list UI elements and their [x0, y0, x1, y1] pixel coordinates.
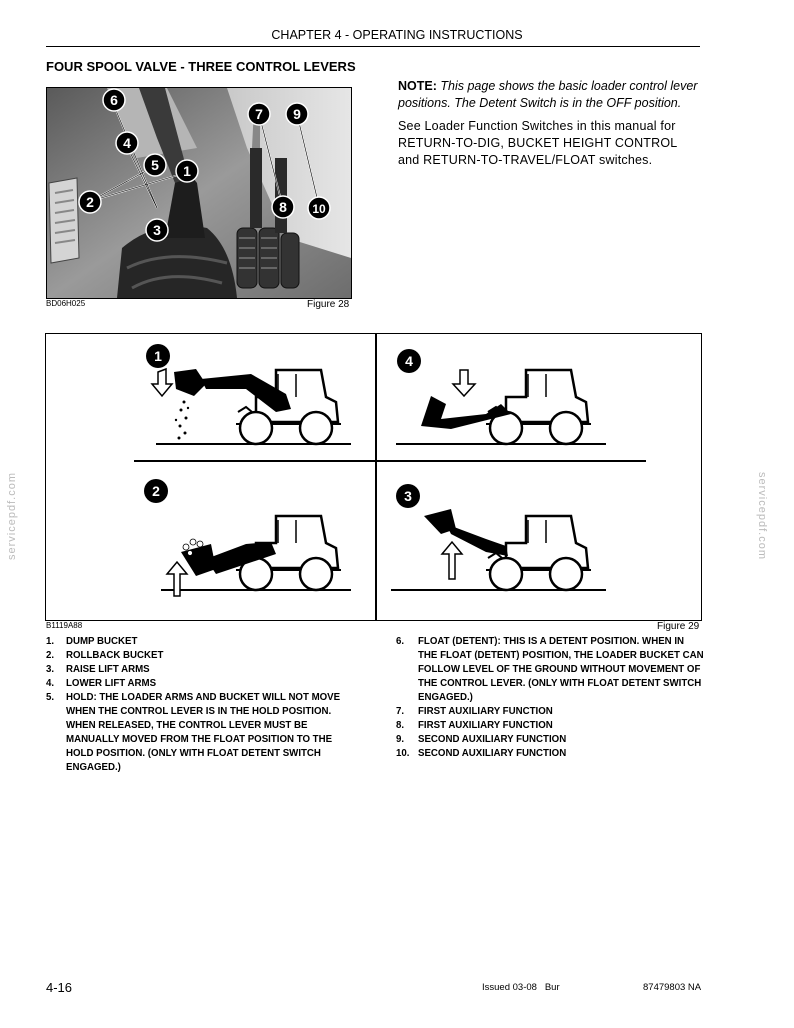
function-list-right — [396, 635, 706, 761]
callout-8 — [272, 196, 294, 218]
panel-rollback-bucket — [144, 479, 351, 596]
list-item: 1. DUMP BUCKET — [46, 636, 138, 647]
svg-text:2: 2 — [152, 483, 160, 499]
svg-text:3: 3 — [153, 222, 161, 238]
header-rule — [46, 46, 700, 47]
control-levers-illustration — [47, 88, 351, 298]
list-item: 8. FIRST AUXILIARY FUNCTION — [396, 720, 553, 731]
list-item: 9. SECOND AUXILIARY FUNCTION — [396, 734, 567, 745]
section-title: FOUR SPOOL VALVE - THREE CONTROL LEVERS — [46, 59, 356, 74]
callout-10 — [308, 197, 330, 219]
list-item: 6. FLOAT (DETENT): THIS IS A DETENT POSITION. WHEN IN THE FLOAT (DETENT) POSITION, THE LOADER BUCKET CAN FOLLOW LEVEL OF THE GROUND WITHOUT MOVEMENT OF THE CONTROL LEVER. (ONLY WITH FLOAT DETENT SWITCH ENGAGED.) — [396, 636, 704, 703]
note-block — [398, 78, 701, 174]
watermark-right: servicepdf.com — [755, 472, 768, 560]
svg-text:8: 8 — [279, 199, 287, 215]
svg-text:6: 6 — [110, 92, 118, 108]
list-item: 10. SECOND AUXILIARY FUNCTION — [396, 748, 567, 759]
document-number: 87479803 NA — [643, 982, 702, 993]
list-item: 3. RAISE LIFT ARMS — [46, 664, 150, 675]
svg-text:9: 9 — [293, 106, 301, 122]
svg-text:1: 1 — [154, 348, 162, 364]
list-item: 7. FIRST AUXILIARY FUNCTION — [396, 706, 553, 717]
note-label: NOTE: — [398, 79, 437, 93]
callout-7 — [248, 103, 270, 125]
watermark-left: servicepdf.com — [5, 472, 18, 560]
control-levers-photo — [46, 87, 352, 299]
loader-positions-diagram — [45, 333, 702, 621]
callout-2 — [79, 191, 101, 213]
svg-text:1: 1 — [183, 163, 191, 179]
panel-lower-lift-arms — [396, 349, 606, 444]
callout-6 — [103, 89, 125, 111]
figure28-code: BD06H025 — [46, 299, 86, 308]
loader-positions-illustration — [46, 334, 701, 620]
see-also-text: See Loader Function Switches in this manual for RETURN-TO-DIG, BUCKET HEIGHT CONTROL and RETURN-TO-TRAVEL/FLOAT switches. — [398, 118, 677, 167]
function-list-left — [46, 635, 346, 775]
callout-5 — [144, 154, 166, 176]
panel-dump-bucket — [146, 344, 351, 444]
list-item: 2. ROLLBACK BUCKET — [46, 650, 164, 661]
figure29-code: B1119A88 — [46, 621, 83, 630]
list-item: 4. LOWER LIFT ARMS — [46, 678, 157, 689]
svg-text:3: 3 — [404, 488, 412, 504]
panel-raise-lift-arms — [391, 484, 606, 590]
callout-9 — [286, 103, 308, 125]
svg-text:2: 2 — [86, 194, 94, 210]
figure29-caption: Figure 29 — [657, 621, 700, 632]
page-number: 4-16 — [46, 980, 73, 995]
issue-date: Issued 03-08 Bur — [482, 982, 560, 993]
list-item: 5. HOLD: THE LOADER ARMS AND BUCKET WILL NOT MOVE WHEN THE CONTROL LEVER IS IN THE HOLD POSITION. WHEN RELEASED, THE CONTROL LEVER MUST BE MANUALLY MOVED FROM THE FLOAT POSITION TO THE HOLD POSITION. (ONLY WITH FLOAT DETENT SWITCH ENGAGED.) — [46, 692, 341, 773]
svg-text:10: 10 — [312, 202, 326, 216]
callout-1 — [176, 160, 198, 182]
callout-3 — [146, 219, 168, 241]
chapter-header: CHAPTER 4 - OPERATING INSTRUCTIONS — [271, 28, 523, 42]
note-text: This page shows the basic loader control lever positions. The Detent Switch is in the OFF position. — [398, 79, 698, 110]
callout-4 — [116, 132, 138, 154]
svg-text:5: 5 — [151, 157, 159, 173]
svg-text:4: 4 — [123, 135, 131, 151]
figure28-caption: Figure 28 — [307, 299, 350, 310]
svg-text:7: 7 — [255, 106, 263, 122]
svg-text:4: 4 — [405, 353, 413, 369]
